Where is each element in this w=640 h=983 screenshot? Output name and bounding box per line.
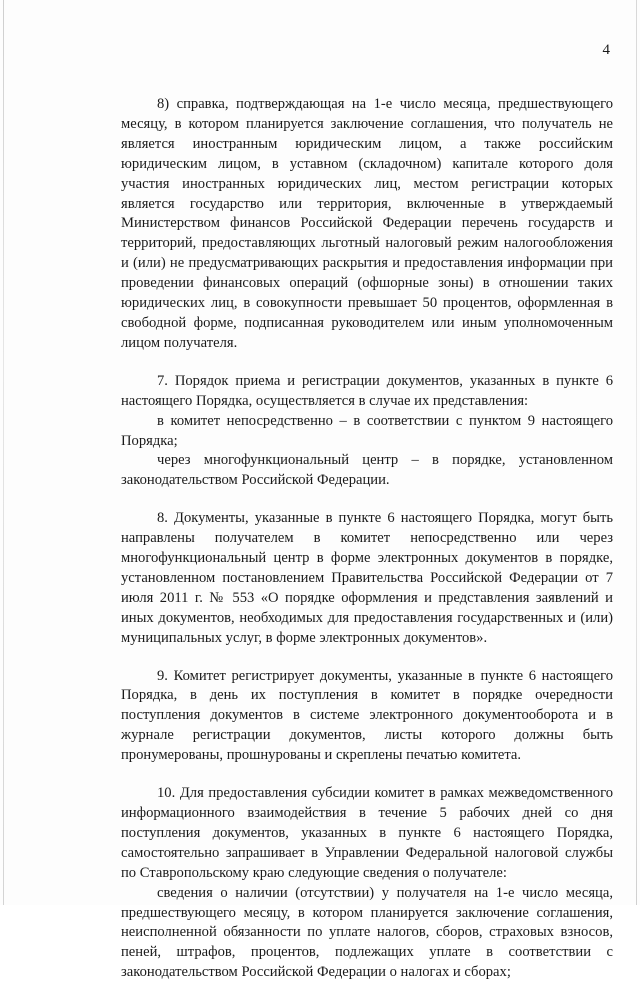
paragraph-text: через многофункциональный центр – в порядке, установленном законодательством Российской Федерации. [121, 452, 613, 489]
paragraph-section-8 [121, 509, 613, 648]
paragraph-text: в комитет непосредственно – в соответствии с пунктом 9 настоящего Порядка; [121, 412, 613, 449]
paragraph-item-8-certificate [121, 95, 613, 354]
paragraph-section-7 [121, 372, 613, 491]
paragraph-section-9 [121, 667, 613, 767]
paragraph-text: сведения о наличии (отсутствии) у получателя на 1-е число месяца, предшествующего месяцу, в котором планируется заключение соглашения, неисполненной обязанности по уплате налогов, сборов, страховых взносов, пеней, штрафов, процентов, подлежащих уплате в соответствии с законодательством Российской Федерации о налогах и сборах; [121, 884, 613, 981]
paragraph-text: 7. Порядок приема и регистрации документов, указанных в пункте 6 настоящего Порядка, осуществляется в случае их представления: [121, 372, 613, 409]
scan-edge-right [636, 0, 637, 905]
paragraph-gap [121, 766, 613, 784]
scan-edge-left [3, 0, 4, 905]
paragraph-section-10 [121, 784, 613, 983]
paragraph-text: 8) справка, подтверждающая на 1-е число месяца, предшествующего месяцу, в котором планируется заключение соглашения, что получатель не является иностранным юридическим лицом, а также российским юридическим лицом, в уставном (складочном) капитале которого доля участия иностранных юридических лиц, местом регистрации которых является государство или территория, включенные в утверждаемый Министерством финансов Российской Федерации перечень государств и территорий, предоставляющих льготный налоговый режим налогообложения и (или) не предусматривающих раскрытия и предоставления информации при проведении финансовых операций (офшорные зоны) в отношении таких юридических лиц, в совокупности превышает 50 процентов, оформленная в свободной форме, подписанная руководителем или иным уполномоченным лицом получателя. [121, 96, 613, 351]
paragraph-gap [121, 354, 613, 372]
paragraph-gap [121, 649, 613, 667]
document-body [121, 95, 613, 983]
page-number: 4 [602, 42, 610, 58]
paragraph-text: 8. Документы, указанные в пункте 6 настоящего Порядка, могут быть направлены получателем в комитет непосредственно или через многофункциональный центр в форме электронных документов в порядке, установленном постановлением Правительства Российской Федерации от 7 июля 2011 г. № 553 «О порядке оформления и представления заявлений и иных документов, необходимых для предоставления государственных и (или) муниципальных услуг, в форме электронных документов». [121, 510, 613, 646]
paragraph-text: 9. Комитет регистрирует документы, указанные в пункте 6 настоящего Порядка, в день их поступления в комитет в порядке очередности поступления документов в системе электронного документооборота и в журнале регистрации документов, листы которого должны быть пронумерованы, прошнурованы и скреплены печатью комитета. [121, 667, 613, 764]
paragraph-gap [121, 491, 613, 509]
paragraph-text: 10. Для предоставления субсидии комитет в рамках межведомственного информационного взаимодействия в течение 5 рабочих дней со дня поступления документов, указанных в пункте 6 настоящего Порядка, самостоятельно запрашивает в Управлении Федеральной налоговой службы по Ставропольскому краю следующие сведения о получателе: [121, 785, 613, 881]
